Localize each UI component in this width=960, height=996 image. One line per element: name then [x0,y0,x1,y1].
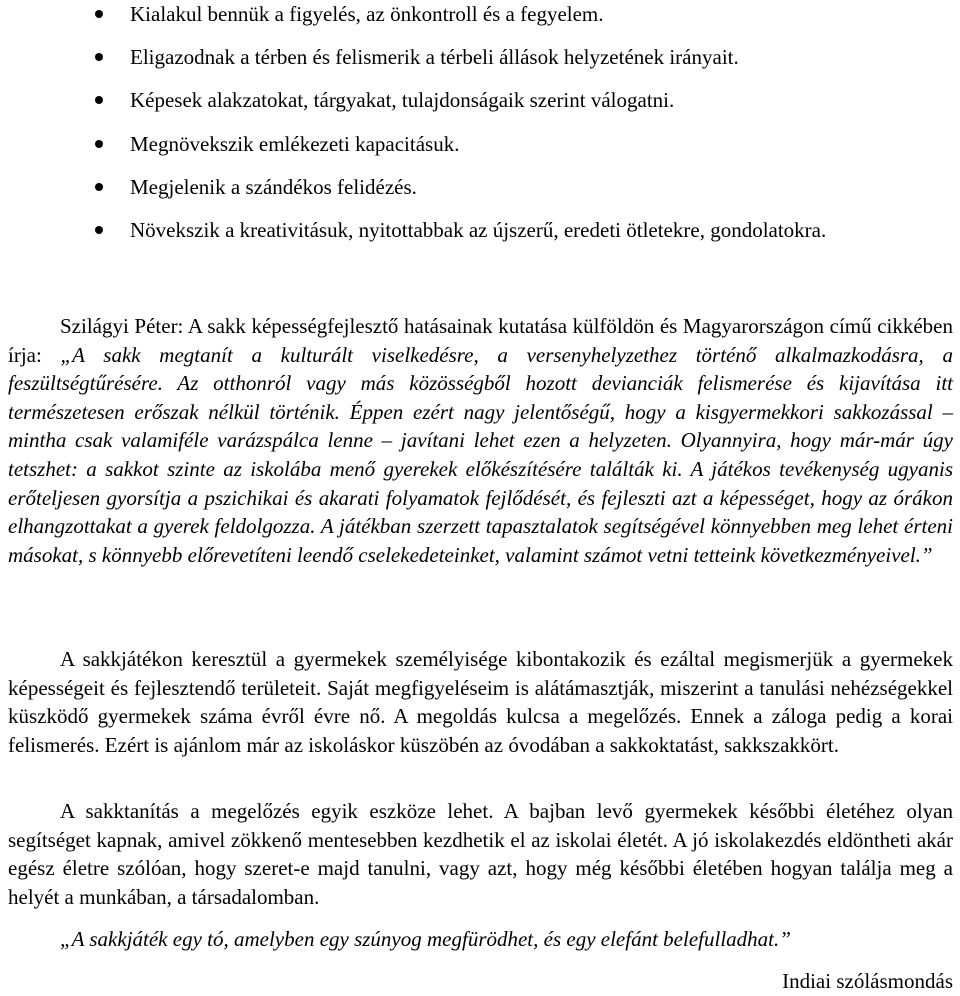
paragraph-prevention: A sakktanítás a megelőzés egyik eszköze lehet. A bajban levő gyermekek későbbi életéhez olyan segítséget kapnak, amivel zökkenő mentesebben kezdhetik el az iskolai életét. A jó iskolakezdés eldöntheti akár egész életre szólóan, hogy szeret-e majd tanulni, vagy azt, hogy még későbbi életében hogyan találja meg a helyét a munkában, a társadalomban. [8,799,953,909]
bullet-text: Növekszik a kreativitásuk, nyitottabbak az újszerű, eredeti ötletekre, gondolatokra. [130,217,827,242]
bullet-icon [95,53,103,61]
bullet-list [0,0,960,245]
paragraph-observations: A sakkjátékon keresztül a gyermekek személyisége kibontakozik és ezáltal megismerjük a gyermekek képességeit és fejlesztendő területeit. Saját megfigyeléseim is alátámasztják, miszerint a tanulási nehézségekkel küszködő gyermekek száma évről évre nő. A megoldás kulcsa a megelőzés. Ennek a záloga pedig a korai felismerés. Ezért is ajánlom már az iskoláskor küszöbén az óvodában a sakkoktatást, sakkszakkört. [8,647,953,757]
quoted-passage: „A sakk megtanít a kulturált viselkedésre, a versenyhelyzethez történő alkalmazkodásra, a feszültségtűrésére. Az otthonról vagy más közösségből hozott devianciák felismerése és kijavítása itt természetesen erőszak nélkül történik. Éppen ezért nagy jelentőségű, hogy a kisgyermekkori sakkozással – mintha csak valamiféle varázspálca lenne – javítani lehet ezen a helyzeten. Olyannyira, hogy már-már úgy tetszhet: a sakkot szinte az iskolába menő gyerekek előkészítésére találták ki. A játékos tevékenység ugyanis erőteljesen gyorsítja a pszichikai és akarati folyamatok fejlődését, és fejleszti azt a képességet, hogy az órákon elhangzottakat a gyerek feldolgozza. A játékban szerzett tapasztalatok segítségével könnyebben meg lehet érteni másokat, s könnyebb előrevetíteni leendő cselekedeteinket, valamint számot vetni tetteink következményeivel.” [8,342,953,567]
paragraph-lead: Szilágyi Péter: A sakk képességfejlesztő hatásainak kutatása külföldön és Magyarországon című cikkében írja: [8,314,953,367]
bullet-text: Kialakul bennük a figyelés, az önkontroll és a fegyelem. [130,2,604,26]
bullet-text: Megjelenik a szándékos felidézés. [130,174,417,199]
quote-source: Indiai szólásmondás [782,969,953,993]
bullet-icon [95,10,103,18]
bullet-icon [95,140,103,148]
bullet-item [0,216,960,245]
bullet-icon [95,226,103,234]
bullet-text: Eligazodnak a térben és felismerik a térbeli állások helyzetének irányait. [130,45,739,70]
bullet-item [0,173,960,202]
bullet-icon [95,96,103,104]
bullet-item [0,43,960,72]
bullet-icon [95,183,103,191]
bullet-item [0,130,960,159]
bullet-item [0,86,960,115]
bullet-item [0,0,960,29]
bullet-text: Megnövekszik emlékezeti kapacitásuk. [130,131,460,156]
paragraph-szilagyi-quote [8,312,953,569]
closing-quote: „A sakkjáték egy tó, amelyben egy szúnyog megfürödhet, és egy elefánt belefulladhat.” [60,927,791,951]
bullet-text: Képesek alakzatokat, tárgyakat, tulajdonságaik szerint válogatni. [130,88,675,113]
